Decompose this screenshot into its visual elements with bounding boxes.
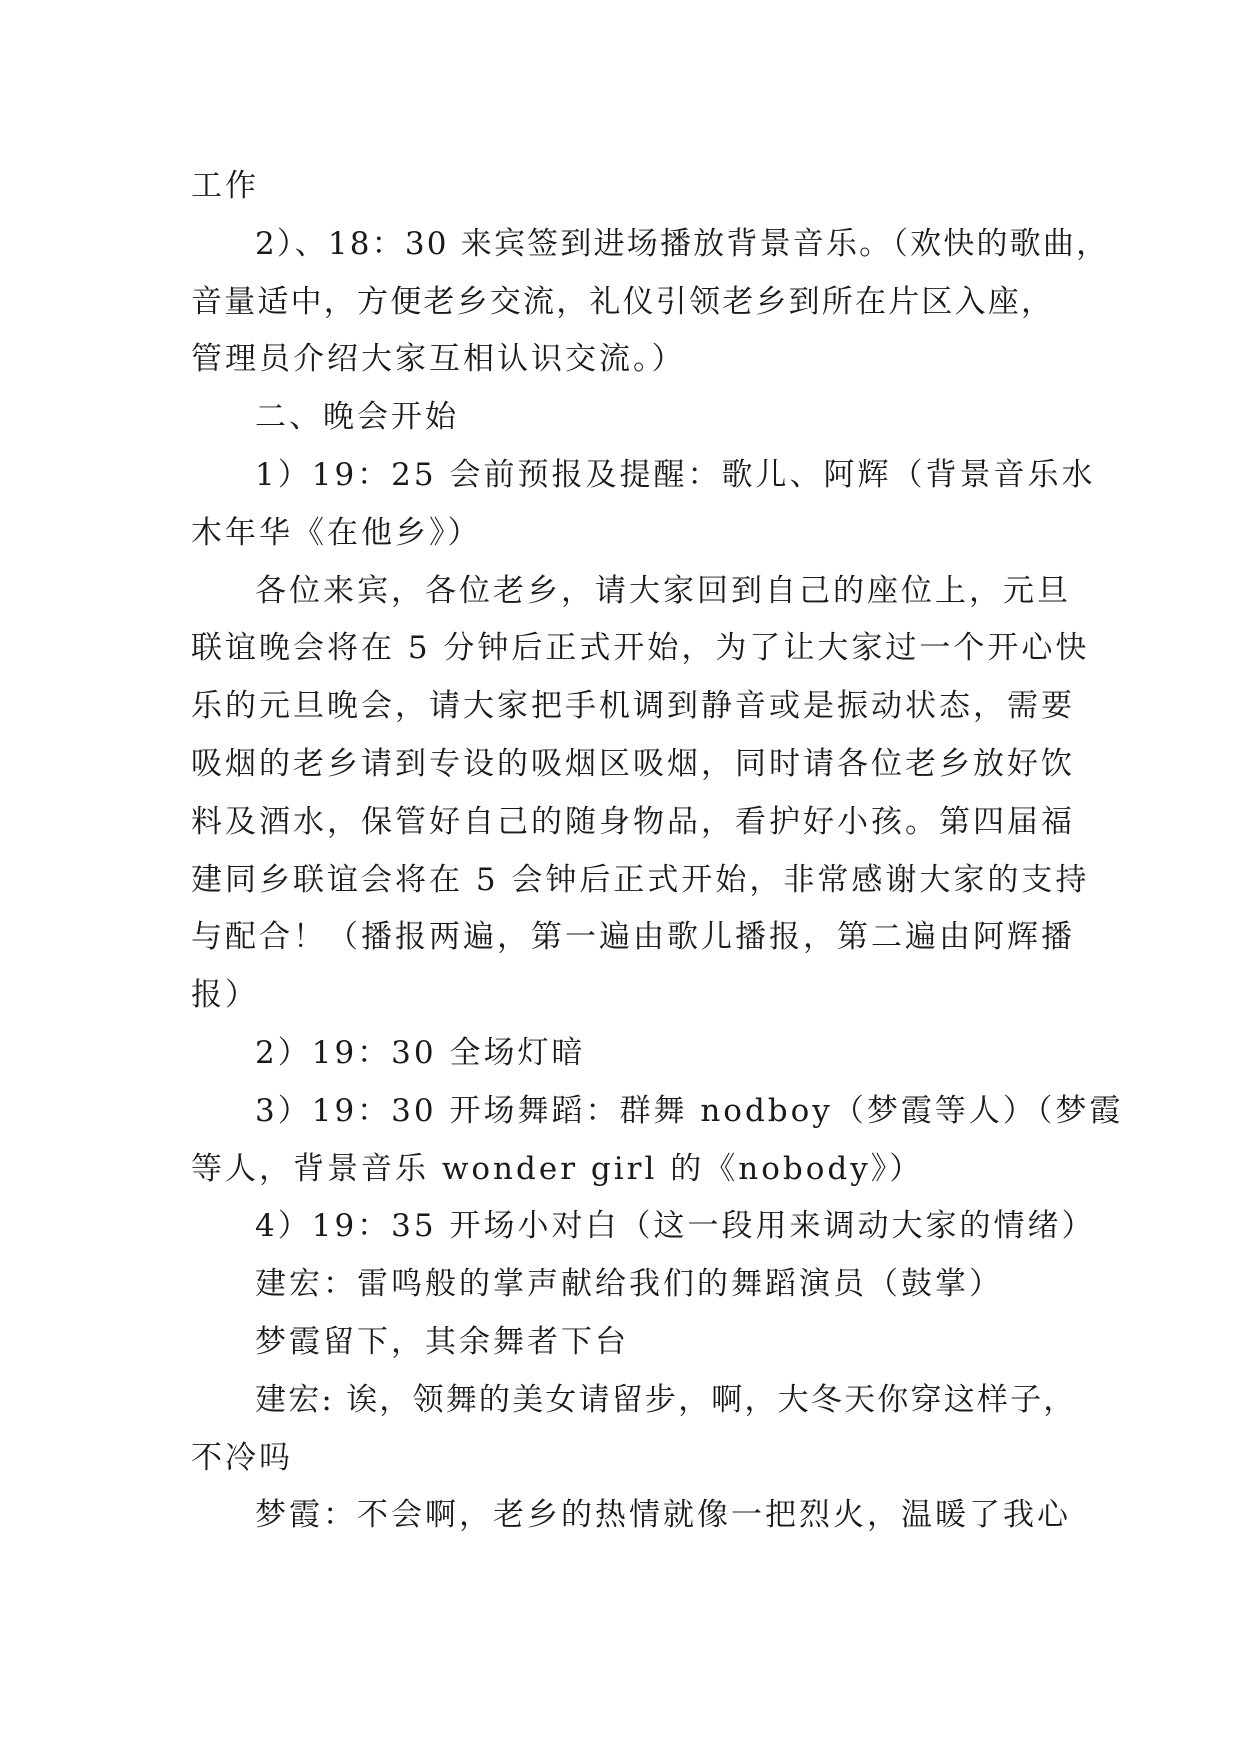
paragraph-work-continued <box>191 158 1071 216</box>
text-line: 2）19：30 全场灯暗 <box>255 1034 586 1071</box>
stage-direction <box>191 1314 1071 1372</box>
paragraph-opening-dance <box>191 1083 1124 1199</box>
text-line: 工作 <box>191 168 259 204</box>
text-line: 管理员介绍大家互相认识交流。） <box>191 341 686 378</box>
dialogue-line-jianhong <box>191 1372 1077 1488</box>
text-line: 4）19：35 开场小对白（这一段用来调动大家的情绪） <box>255 1208 1096 1245</box>
text-line: 各位来宾，各位老乡，请大家回到自己的座位上，元旦 <box>255 572 1071 609</box>
text-line: 梦霞留下，其余舞者下台 <box>255 1323 629 1360</box>
paragraph-opening-dialogue <box>191 1198 1096 1256</box>
text-line: 联谊晚会将在 5 分钟后正式开始，为了让大家过一个开心快 <box>191 630 1090 667</box>
text-line: 木年华《在他乡》） <box>191 514 482 551</box>
text-line: 梦霞：不会啊，老乡的热情就像一把烈火，温暖了我心 <box>255 1497 1071 1534</box>
text-line: 吸烟的老乡请到专设的吸烟区吸烟，同时请各位老乡放好饮 <box>191 745 1075 782</box>
text-line: 2）、18：30 来宾签到进场播放背景音乐。（欢快的歌曲， <box>255 225 1110 262</box>
text-line: 建宏：雷鸣般的掌声献给我们的舞蹈演员（鼓掌） <box>255 1266 1003 1303</box>
text-line: 与配合！（播报两遍，第一遍由歌儿播报，第二遍由阿辉播 <box>191 919 1075 956</box>
text-line: 乐的元旦晚会，请大家把手机调到静音或是振动状态，需要 <box>191 688 1075 725</box>
text-line: 建同乡联谊会将在 5 会钟后正式开始，非常感谢大家的支持 <box>191 861 1090 898</box>
text-line: 3）19：30 开场舞蹈：群舞 nodboy（梦霞等人）（梦霞 <box>255 1092 1124 1129</box>
text-line: 不冷吗 <box>191 1439 293 1476</box>
text-line: 音量适中，方便老乡交流，礼仪引领老乡到所在片区入座， <box>191 283 1055 320</box>
paragraph-pre-announcement <box>191 447 1096 563</box>
text-line: 1）19：25 会前预报及提醒：歌儿、阿辉（背景音乐水 <box>255 456 1096 493</box>
document-body <box>191 158 1124 1545</box>
dialogue-line-jianhong <box>191 1256 1071 1314</box>
dialogue-line-mengxia <box>191 1487 1071 1545</box>
text-line: 等人，背景音乐 wonder girl 的《nobody》） <box>191 1150 924 1187</box>
text-line: 建宏: 诶，领舞的美女请留步，啊，大冬天你穿这样子， <box>255 1381 1077 1418</box>
text-line: 报） <box>191 977 259 1014</box>
paragraph-announcement-script <box>191 563 1090 1025</box>
paragraph-guest-signin <box>191 216 1110 389</box>
section-heading-party-start <box>191 389 1071 447</box>
text-line: 料及酒水，保管好自己的随身物品，看护好小孩。第四届福 <box>191 803 1075 840</box>
paragraph-lights-off <box>191 1025 1071 1083</box>
text-line: 二、晚会开始 <box>255 399 459 436</box>
